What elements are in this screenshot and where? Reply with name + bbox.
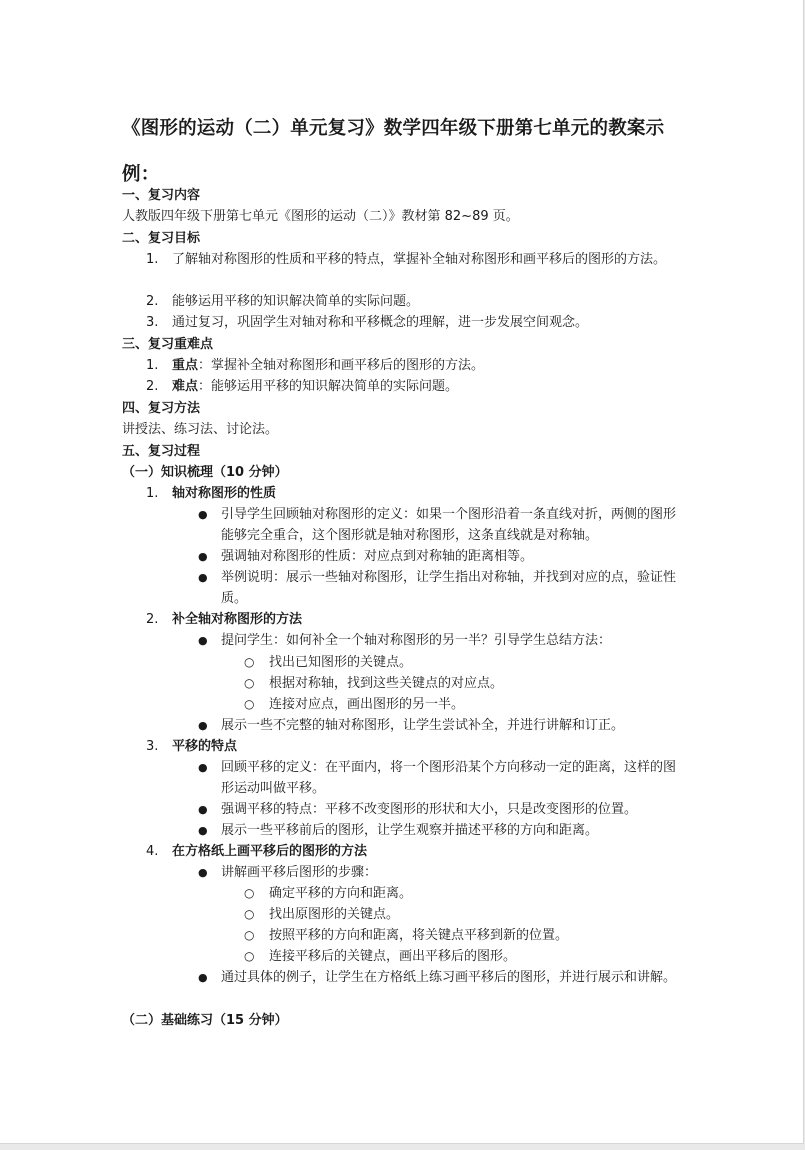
circle-bullet-icon: ○	[244, 949, 255, 963]
bullet-icon: ●	[198, 824, 208, 837]
section-heading-goals: 二、复习目标	[122, 231, 201, 246]
bullet-icon: ●	[198, 866, 208, 879]
list-number: 2.	[146, 379, 159, 394]
step-text: 按照平移的方向和距离，将关键点平移到新的位置。	[269, 928, 569, 943]
bullet-text: 讲解画平移后图形的步骤：	[221, 865, 378, 880]
step-text: 找出原图形的关键点。	[269, 907, 400, 922]
list-number: 4.	[146, 844, 159, 859]
bullet-text: 提问学生：如何补全一个轴对称图形的另一半？引导学生总结方法：	[221, 633, 612, 648]
keypoint-item	[172, 376, 458, 397]
step-text: 确定平移的方向和距离。	[269, 886, 413, 901]
bullet-text: 展示一些平移前后的图形，让学生观察并描述平移的方向和距离。	[221, 823, 599, 838]
topic-title: 平移的特点	[172, 739, 238, 754]
list-number: 3.	[146, 739, 159, 754]
keypoint-text: ：掌握补全轴对称图形和画平移后的图形的方法。	[198, 358, 485, 373]
section-heading-process: 五、复习过程	[122, 444, 201, 459]
bullet-text: 强调平移的特点：平移不改变图形的形状和大小，只是改变图形的位置。	[221, 802, 638, 817]
circle-bullet-icon: ○	[244, 697, 255, 711]
step-text: 连接对应点，画出图形的另一半。	[269, 697, 465, 712]
list-number: 2.	[146, 294, 159, 309]
bullet-text: 举例说明：展示一些轴对称图形，让学生指出对称轴，并找到对应的点，验证性质。	[221, 570, 677, 606]
bullet-icon: ●	[198, 634, 208, 647]
bullet-text: 展示一些不完整的轴对称图形，让学生尝试补全，并进行讲解和订正。	[221, 718, 625, 733]
keypoint-item	[172, 355, 484, 376]
section-heading-content: 一、复习内容	[122, 188, 201, 203]
circle-bullet-icon: ○	[244, 907, 255, 921]
circle-bullet-icon: ○	[244, 676, 255, 690]
topic-title: 在方格纸上画平移后的图形的方法	[172, 844, 368, 859]
goal-item: 了解轴对称图形的性质和平移的特点，掌握补全轴对称图形和画平移后的图形的方法。	[172, 252, 667, 267]
bullet-text: 强调轴对称图形的性质：对应点到对称轴的距离相等。	[221, 549, 534, 564]
section-heading-methods: 四、复习方法	[122, 401, 201, 416]
page-title: 《图形的运动（二）单元复习》数学四年级下册第七单元的教案示例：	[122, 118, 665, 185]
goal-item: 通过复习，巩固学生对轴对称和平移概念的理解，进一步发展空间观念。	[172, 315, 589, 330]
bullet-icon: ●	[198, 761, 208, 774]
bullet-icon: ●	[198, 508, 208, 521]
list-number: 1.	[146, 358, 159, 373]
section-text-content: 人教版四年级下册第七单元《图形的运动（二）》教材第 82~89 页。	[122, 209, 519, 224]
goal-item: 能够运用平移的知识解决简单的实际问题。	[172, 294, 420, 309]
circle-bullet-icon: ○	[244, 655, 255, 669]
list-number: 1.	[146, 486, 159, 501]
circle-bullet-icon: ○	[244, 886, 255, 900]
bullet-icon: ●	[198, 971, 208, 984]
subsection-heading: （二）基础练习（15 分钟）	[122, 1013, 288, 1028]
topic-title: 补全轴对称图形的方法	[172, 612, 303, 627]
bullet-icon: ●	[198, 803, 208, 816]
bullet-text: 通过具体的例子，让学生在方格纸上练习画平移后的图形，并进行展示和讲解。	[221, 970, 677, 985]
list-number: 3.	[146, 315, 159, 330]
keypoint-label: 重点	[172, 358, 199, 373]
step-text: 找出已知图形的关键点。	[269, 655, 413, 670]
topic-title: 轴对称图形的性质	[172, 486, 277, 501]
keypoint-label: 难点	[172, 379, 199, 394]
section-heading-keypoints: 三、复习重难点	[122, 337, 214, 352]
bullet-text: 回顾平移的定义：在平面内，将一个图形沿某个方向移动一定的距离，这样的图形运动叫做平移。	[221, 760, 677, 796]
subsection-heading: （一）知识梳理（10 分钟）	[122, 465, 288, 480]
section-text-methods: 讲授法、练习法、讨论法。	[122, 422, 279, 437]
bullet-icon: ●	[198, 571, 208, 584]
step-text: 连接平移后的关键点，画出平移后的图形。	[269, 949, 517, 964]
bullet-icon: ●	[198, 719, 208, 732]
list-number: 2.	[146, 612, 159, 627]
keypoint-text: ：能够运用平移的知识解决简单的实际问题。	[198, 379, 459, 394]
list-number: 1.	[146, 252, 159, 267]
step-text: 根据对称轴，找到这些关键点的对应点。	[269, 676, 504, 691]
bullet-icon: ●	[198, 550, 208, 563]
bullet-text: 引导学生回顾轴对称图形的定义：如果一个图形沿着一条直线对折，两侧的图形能够完全重合，这个图形就是轴对称图形，这条直线就是对称轴。	[221, 507, 677, 543]
circle-bullet-icon: ○	[244, 928, 255, 942]
